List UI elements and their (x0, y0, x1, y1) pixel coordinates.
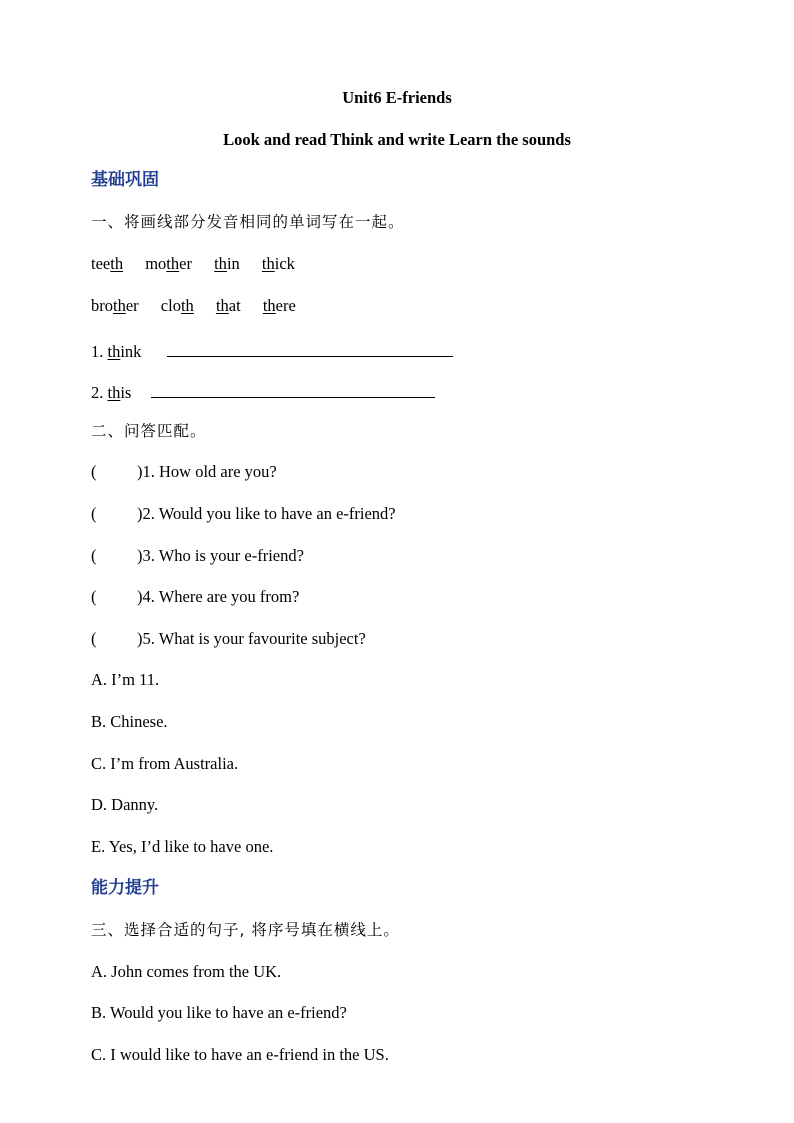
answer-paren[interactable]: ( (91, 629, 97, 648)
match-question-3: ( )3. Who is your e-friend? (91, 546, 304, 565)
match-answer-b: B. Chinese. (91, 712, 168, 731)
match-answer-a: A. I’m 11. (91, 670, 160, 689)
answer-paren[interactable]: ( (91, 462, 97, 481)
sentence-option-c: C. I would like to have an e-friend in the US. (91, 1045, 389, 1064)
word-thin: thin (214, 254, 240, 273)
word-there: there (262, 296, 296, 315)
part2-instruction: 二、问答匹配。 (91, 422, 207, 440)
answer-blank-2[interactable] (151, 379, 435, 398)
match-question-4: ( )4. Where are you from? (91, 587, 300, 606)
word-brother: brother (91, 296, 139, 315)
match-question-1: ( )1. How old are you? (91, 462, 277, 481)
word-thick: thick (261, 254, 295, 273)
match-question-2: ( )2. Would you like to have an e-friend? (91, 504, 396, 523)
match-question-5: ( )5. What is your favourite subject? (91, 629, 366, 648)
match-answer-d: D. Danny. (91, 795, 159, 814)
sort-question-1: 1. think (91, 338, 453, 362)
answer-paren[interactable]: ( (91, 504, 97, 523)
section-heading-basic: 基础巩固 (91, 170, 159, 190)
answer-paren[interactable]: ( (91, 546, 97, 565)
word-mother: mother (145, 254, 192, 273)
word-row-1 (91, 254, 313, 274)
page-subtitle: Look and read Think and write Learn the sounds (223, 130, 571, 149)
word-row-2 (91, 296, 314, 316)
part1-instruction: 一、将画线部分发音相同的单词写在一起。 (91, 213, 405, 231)
sort-question-2: 2. this (91, 379, 435, 403)
answer-paren[interactable]: ( (91, 587, 97, 606)
page-title: Unit6 E-friends (342, 88, 452, 107)
word-that: that (215, 296, 241, 315)
section-heading-advanced: 能力提升 (91, 878, 159, 898)
word-teeth: teeth (91, 254, 124, 273)
sentence-option-a: A. John comes from the UK. (91, 962, 282, 981)
match-answer-e: E. Yes, I’d like to have one. (91, 837, 274, 856)
part3-instruction: 三、选择合适的句子, 将序号填在横线上。 (91, 921, 400, 939)
word-cloth: cloth (160, 296, 194, 315)
match-answer-c: C. I’m from Australia. (91, 754, 239, 773)
answer-blank-1[interactable] (167, 338, 453, 357)
sentence-option-b: B. Would you like to have an e-friend? (91, 1003, 347, 1022)
